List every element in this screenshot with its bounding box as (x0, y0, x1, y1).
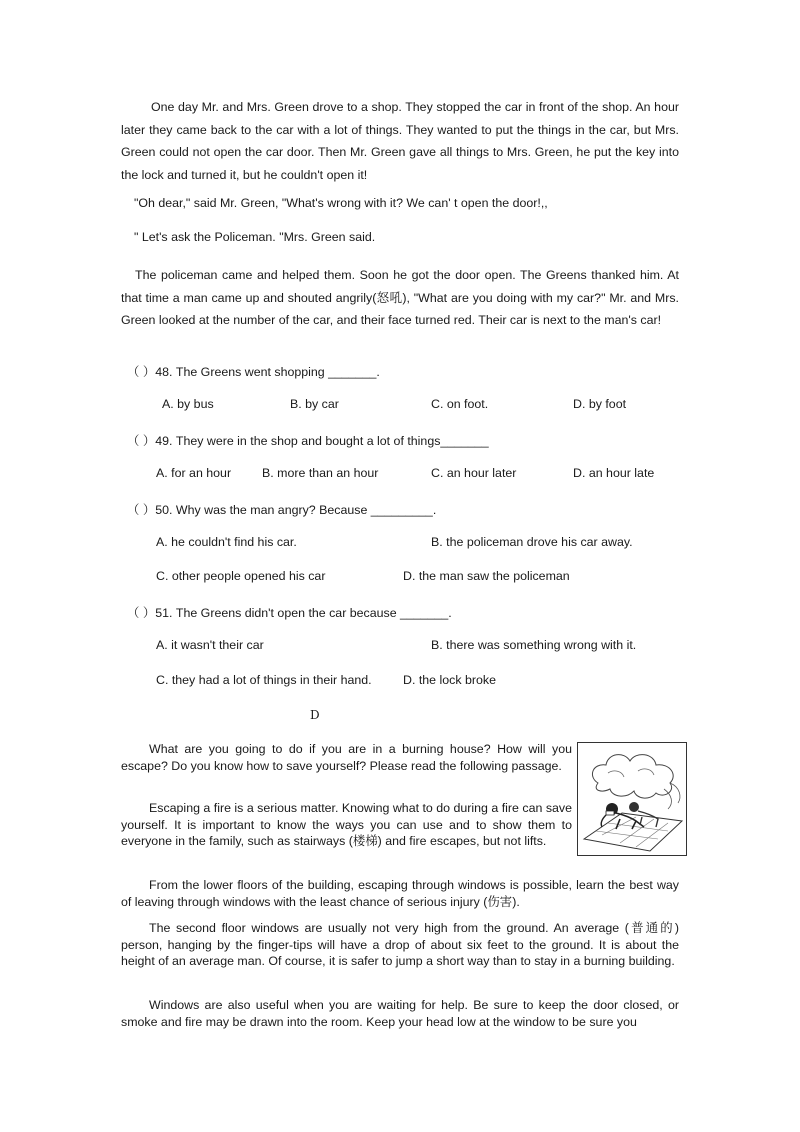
question-51-option-d: D. the lock broke (403, 673, 496, 687)
question-49-option-c: C. an hour later (431, 466, 517, 480)
question-50-option-b: B. the policeman drove his car away. (431, 535, 633, 549)
story-paragraph-1: One day Mr. and Mrs. Green drove to a shop. They stopped the car in front of the shop. An hour later they came back to the car with a lot of things. They wanted to put the things in the car, but Mrs. Green could not open the car door. Then Mr. Green gave all things to Mrs. Green, he put the key into the lock and turned it, but he couldn't open it! (121, 100, 679, 182)
passage-d-paragraph-2: Escaping a fire is a serious matter. Knowing what to do during a fire can save yourself. It is important to know the ways you can use and to show them to everyone in the family, such as stairways (楼梯) and fire escapes, but not lifts. (121, 801, 572, 849)
passage-d-paragraph-5: Windows are also useful when you are waiting for help. Be sure to keep the door closed, or smoke and fire may be drawn into the room. Keep your head low at the window to be sure you (121, 998, 679, 1029)
question-48-option-a: A. by bus (162, 397, 214, 411)
question-49-option-a: A. for an hour (156, 466, 232, 480)
fire-escape-drawing-icon (578, 743, 686, 855)
story-paragraph-4: The policeman came and helped them. Soon he got the door open. The Greens thanked him. At that time a man came up and shouted angrily(怒吼), "What are you doing with my car?" Mr. and Mrs. Green looked at the number of the car, and their face turned red. Their car is next to the man's car! (121, 268, 679, 328)
question-51-option-a: A. it wasn't their car (156, 638, 264, 652)
story-paragraph-2: "Oh dear," said Mr. Green, "What's wrong with it? We can' t open the door!,, (134, 196, 548, 210)
passage-d-paragraph-4: The second floor windows are usually not very high from the ground. An average (普通的) person, hanging by the finger-tips will have a drop of about six feet to the ground. It is about the height of an average man. Of course, it is safer to jump a short way than to stay in a burning building. (121, 921, 679, 969)
question-48-option-d: D. by foot (573, 397, 627, 411)
question-50-option-d: D. the man saw the policeman (403, 569, 570, 583)
question-51-option-c: C. they had a lot of things in their hand. (156, 673, 372, 687)
question-50-option-c: C. other people opened his car (156, 569, 326, 583)
question-49-option-b: B. more than an hour (262, 466, 379, 480)
section-letter: D (310, 708, 320, 722)
story-paragraph-3: " Let's ask the Policeman. "Mrs. Green said. (134, 230, 376, 244)
question-50-option-a: A. he couldn't find his car. (156, 535, 297, 549)
passage-d-paragraph-1: What are you going to do if you are in a burning house? How will you escape? Do you know how to save yourself? Please read the following passage. (121, 742, 572, 773)
question-48-option-b: B. by car (290, 397, 339, 411)
fire-escape-illustration (577, 742, 687, 856)
question-50-stem: （ ）50. Why was the man angry? Because _________. (127, 503, 437, 517)
question-49-option-d: D. an hour late (573, 466, 655, 480)
question-48-option-c: C. on foot. (431, 397, 489, 411)
question-51-stem: （ ）51. The Greens didn't open the car because _______. (127, 606, 452, 620)
question-48-stem: （ ）48. The Greens went shopping _______. (127, 365, 380, 379)
question-49-stem: （ ）49. They were in the shop and bought a lot of things_______ (127, 434, 489, 448)
question-51-option-b: B. there was something wrong with it. (431, 638, 637, 652)
passage-d-paragraph-3: From the lower floors of the building, escaping through windows is possible, learn the best way of leaving through windows with the least chance of serious injury (伤害). (121, 878, 679, 909)
